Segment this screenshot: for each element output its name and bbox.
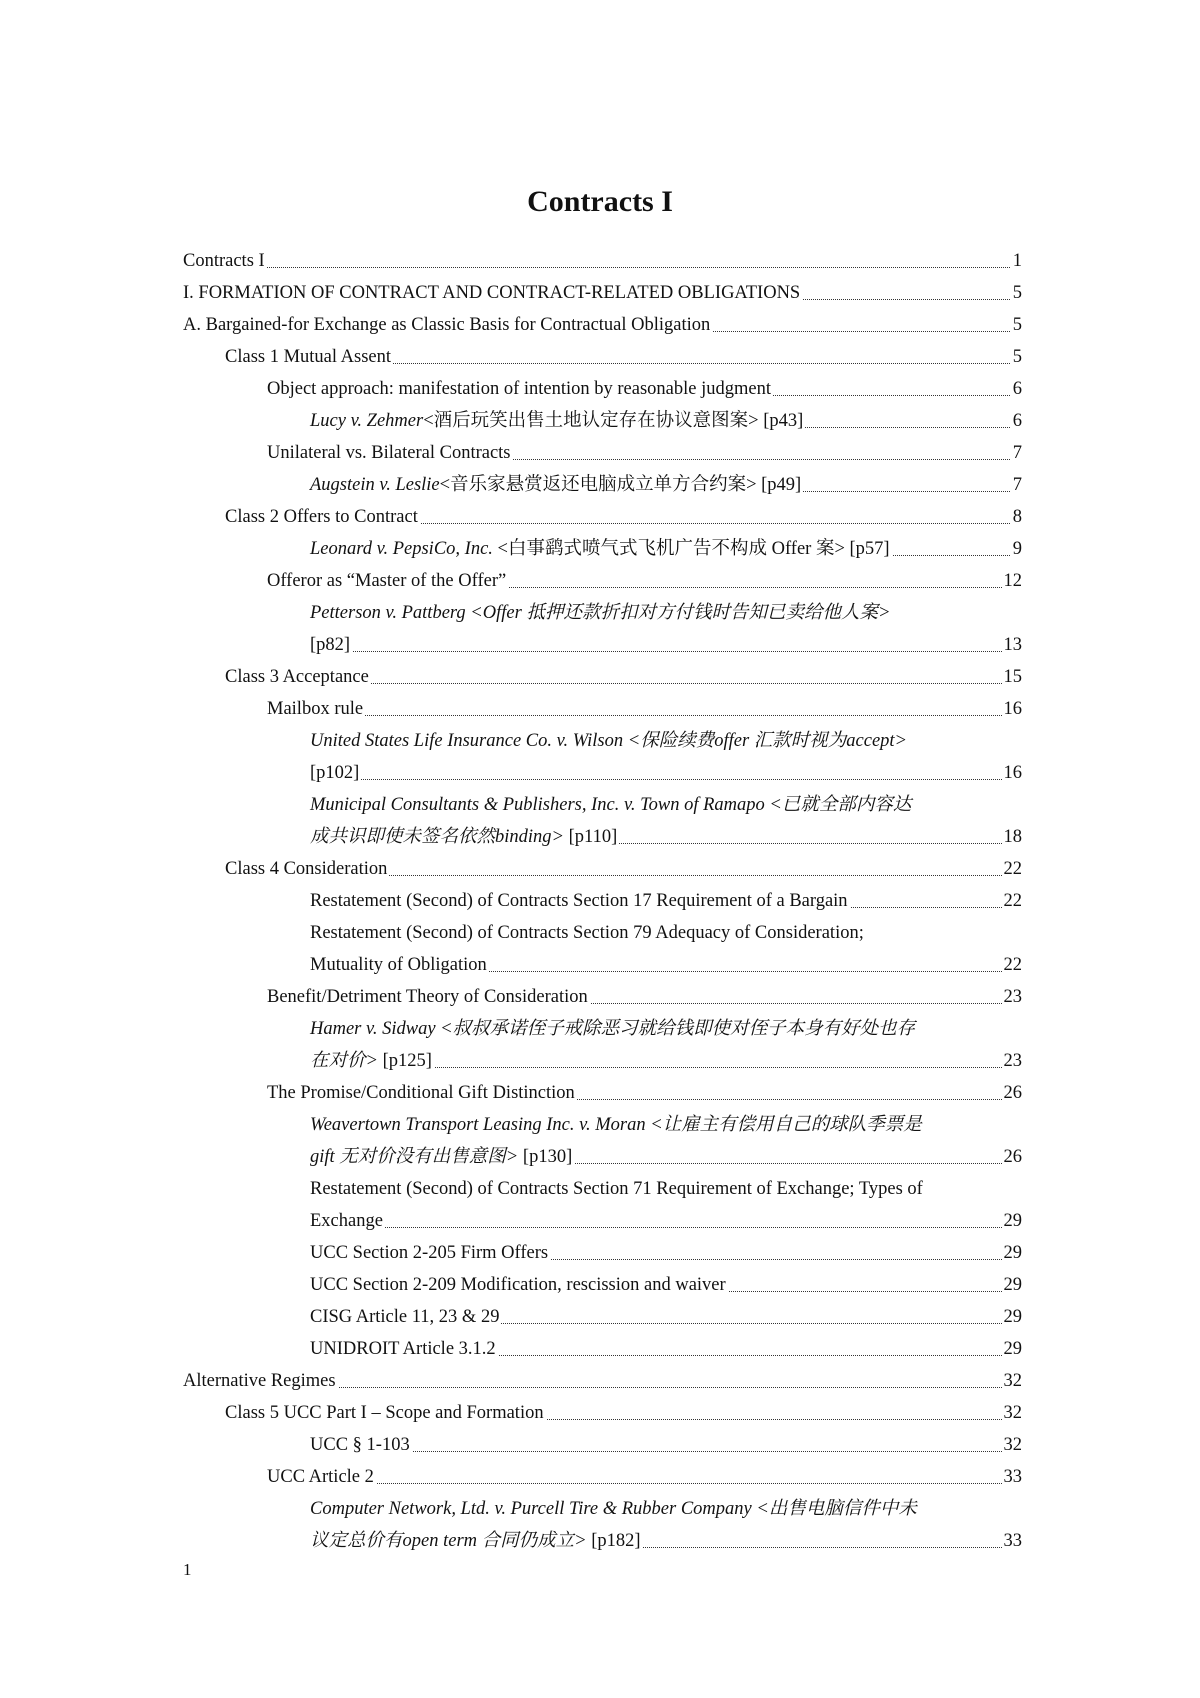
toc-page-number: 5 <box>1011 309 1022 341</box>
toc-entry-label <box>183 251 267 271</box>
toc-entry-label <box>310 1051 434 1071</box>
toc-entry[interactable] <box>183 981 1022 1013</box>
toc-entry-label <box>310 603 890 623</box>
toc-entry-text: [p130] <box>518 1147 573 1167</box>
toc-entry-label <box>310 731 907 751</box>
toc-entry-label <box>310 1307 501 1327</box>
toc-entry-continuation[interactable] <box>183 949 1022 981</box>
toc-entry-text: Mailbox rule <box>267 699 364 719</box>
toc-entry[interactable] <box>183 309 1022 341</box>
toc-page-number: 13 <box>1002 629 1023 661</box>
toc-entry-label <box>183 315 712 335</box>
toc-entry-text: Restatement (Second) of Contracts Section 71 Requirement of Exchange; Types of <box>310 1179 923 1199</box>
toc-entry[interactable] <box>183 885 1022 917</box>
toc-entry-label <box>310 539 892 559</box>
toc-page-number: 16 <box>1002 757 1023 789</box>
toc-page-number: 32 <box>1002 1365 1023 1397</box>
case-name: Municipal Consultants & Publishers, Inc. v. Town of Ramapo <box>310 795 765 815</box>
toc-page-number: 32 <box>1002 1397 1023 1429</box>
toc-page-number: 12 <box>1002 565 1023 597</box>
toc-entry[interactable] <box>183 373 1022 405</box>
toc-entry-label <box>310 1243 550 1263</box>
toc-entry-text: A. Bargained-for Exchange as Classic Basis for Contractual Obligation <box>183 315 711 335</box>
toc-entry-text: <让雇主有偿用自己的球队季票是 <box>645 1115 922 1135</box>
toc-entry-text: Class 4 Consideration <box>225 859 388 879</box>
toc-entry[interactable] <box>183 1365 1022 1397</box>
toc-page-number: 26 <box>1002 1141 1023 1173</box>
case-name: Hamer v. Sidway <box>310 1019 436 1039</box>
toc-page-number: 33 <box>1002 1525 1023 1557</box>
toc-entry-label <box>267 699 365 719</box>
toc-entry-label <box>225 507 420 527</box>
case-name: Lucy v. Zehmer <box>310 411 424 431</box>
toc-entry[interactable] <box>183 1333 1022 1365</box>
case-name: Weavertown Transport Leasing Inc. v. Moran <box>310 1115 646 1135</box>
toc-entry-continuation[interactable] <box>183 629 1022 661</box>
toc-entry[interactable] <box>183 917 1022 949</box>
toc-entry-text: UCC Section 2-209 Modification, rescission and waiver <box>310 1275 726 1295</box>
toc-entry-label <box>310 475 803 495</box>
toc-entry-text: Class 5 UCC Part I – Scope and Formation <box>225 1403 544 1423</box>
toc-entry[interactable] <box>183 661 1022 693</box>
toc-entry-label <box>183 1371 338 1391</box>
toc-entry-continuation[interactable] <box>183 821 1022 853</box>
document-title: Contracts I <box>527 185 673 218</box>
toc-entry[interactable] <box>183 1237 1022 1269</box>
toc-entry-text: [p102] <box>310 763 360 783</box>
toc-entry-label <box>225 667 371 687</box>
toc-page-number: 22 <box>1002 949 1023 981</box>
toc-entry-text: Exchange <box>310 1211 383 1231</box>
toc-page-number: 29 <box>1002 1237 1023 1269</box>
toc-entry[interactable] <box>183 853 1022 885</box>
toc-entry-text: <Offer 抵押还款折扣对方付钱时告知已卖给他人案> <box>465 603 891 623</box>
toc-page-number: 16 <box>1002 693 1023 725</box>
toc-page-number: 15 <box>1002 661 1023 693</box>
toc-entry-label <box>225 1403 546 1423</box>
toc-entry-continuation[interactable] <box>183 757 1022 789</box>
toc-page-number: 26 <box>1002 1077 1023 1109</box>
toc-entry-text: [p125] <box>377 1051 432 1071</box>
toc-page-number: 18 <box>1002 821 1023 853</box>
toc-entry-continuation[interactable] <box>183 1205 1022 1237</box>
page-number: 1 <box>183 1560 192 1579</box>
toc-entry-text: gift 无对价没有出售意图> <box>310 1147 519 1167</box>
toc-page-number: 1 <box>1011 245 1022 277</box>
case-name: Petterson v. Pattberg <box>310 603 466 623</box>
toc-entry-label <box>267 1467 376 1487</box>
toc-entry-text: Contracts I <box>183 251 265 271</box>
toc-entry-label <box>267 987 590 1007</box>
toc-entry-text: Class 2 Offers to Contract <box>225 507 418 527</box>
toc-page-number: 29 <box>1002 1333 1023 1365</box>
toc-entry-text: [p182] <box>586 1531 641 1551</box>
toc-entry-text: CISG Article 11, 23 & 29 <box>310 1307 500 1327</box>
toc-entry-text: Object approach: manifestation of intention by reasonable judgment <box>267 379 771 399</box>
toc-entry-text: <已就全部内容达 <box>764 795 912 815</box>
toc-entry[interactable] <box>183 597 1022 629</box>
toc-entry[interactable] <box>183 1493 1022 1525</box>
toc-page-number: 29 <box>1002 1205 1023 1237</box>
toc-entry-label <box>310 827 619 847</box>
toc-entry-text: <音乐家悬赏返还电脑成立单方合约案> [p49] <box>439 475 802 495</box>
toc-entry-label <box>310 635 352 655</box>
toc-entry-label <box>310 1339 498 1359</box>
case-name: Computer Network, Ltd. v. Purcell Tire & Rubber Company <box>310 1499 752 1519</box>
toc-entry-text: <酒后玩笑出售土地认定存在协议意图案> [p43] <box>423 411 804 431</box>
toc-entry-continuation[interactable] <box>183 1141 1022 1173</box>
toc-entry-text: Offeror as “Master of the Offer” <box>267 571 507 591</box>
toc-page-number: 6 <box>1011 373 1022 405</box>
case-name: Leonard v. PepsiCo, Inc. <box>310 539 493 559</box>
toc-entry-text: Restatement (Second) of Contracts Section 79 Adequacy of Consideration; <box>310 923 864 943</box>
toc-page-number: 29 <box>1002 1269 1023 1301</box>
toc-entry-label <box>310 411 805 431</box>
toc-page-number: 5 <box>1011 341 1022 373</box>
toc-entry-label <box>267 443 513 463</box>
toc-entry-label <box>310 795 911 815</box>
toc-page-number: 33 <box>1002 1461 1023 1493</box>
toc-entry-label <box>310 1211 385 1231</box>
toc-entry[interactable] <box>183 277 1022 309</box>
toc-entry[interactable] <box>183 1429 1022 1461</box>
toc-entry-text: Restatement (Second) of Contracts Section 17 Requirement of a Bargain <box>310 891 848 911</box>
toc-entry[interactable] <box>183 565 1022 597</box>
toc-entry-text: <出售电脑信件中未 <box>751 1499 917 1519</box>
toc-entry-text: 成共识即使未签名依然binding> <box>310 827 565 847</box>
toc-page-number: 5 <box>1011 277 1022 309</box>
toc-entry-label <box>310 955 489 975</box>
toc-entry-text: UCC Article 2 <box>267 1467 374 1487</box>
toc-page-number: 29 <box>1002 1301 1023 1333</box>
case-name: Augstein v. Leslie <box>310 475 440 495</box>
toc-entry[interactable] <box>183 245 1022 277</box>
toc-entry-label <box>310 1275 728 1295</box>
toc-entry-text: Unilateral vs. Bilateral Contracts <box>267 443 511 463</box>
toc-page-number: 32 <box>1002 1429 1023 1461</box>
toc-entry[interactable] <box>183 1397 1022 1429</box>
toc-entry-text: 议定总价有open term 合同仍成立> <box>310 1531 587 1551</box>
toc-entry-label <box>225 347 393 367</box>
table-of-contents <box>183 245 1022 1557</box>
toc-entry-text: Class 3 Acceptance <box>225 667 369 687</box>
toc-entry[interactable] <box>183 341 1022 373</box>
toc-entry[interactable] <box>183 1173 1022 1205</box>
toc-page-number: 22 <box>1002 853 1023 885</box>
toc-entry-text: UCC Section 2-205 Firm Offers <box>310 1243 549 1263</box>
toc-entry-text: <叔叔承诺侄子戒除恶习就给钱即使对侄子本身有好处也存 <box>435 1019 916 1039</box>
toc-entry-text: Class 1 Mutual Assent <box>225 347 391 367</box>
toc-entry-label <box>310 1179 923 1199</box>
toc-entry-label <box>310 1019 915 1039</box>
toc-page-number: 6 <box>1011 405 1022 437</box>
toc-entry-text: 在对价> <box>310 1051 378 1071</box>
toc-entry-label <box>310 1531 643 1551</box>
toc-entry-text: <保险续费offer 汇款时视为accept> <box>623 731 908 751</box>
toc-entry-text: UNIDROIT Article 3.1.2 <box>310 1339 496 1359</box>
toc-page-number: 23 <box>1002 1045 1023 1077</box>
toc-entry-label <box>310 1147 574 1167</box>
toc-entry-label <box>310 1115 922 1135</box>
toc-entry-text: I. FORMATION OF CONTRACT AND CONTRACT-RELATED OBLIGATIONS <box>183 283 801 303</box>
toc-page-number: 8 <box>1011 501 1022 533</box>
toc-entry[interactable] <box>183 469 1022 501</box>
toc-entry[interactable] <box>183 533 1022 565</box>
toc-entry[interactable] <box>183 437 1022 469</box>
toc-entry[interactable] <box>183 1077 1022 1109</box>
toc-entry[interactable] <box>183 725 1022 757</box>
toc-entry-label <box>310 1499 917 1519</box>
toc-entry[interactable] <box>183 501 1022 533</box>
toc-entry-text: Mutuality of Obligation <box>310 955 487 975</box>
toc-page-number: 7 <box>1011 469 1022 501</box>
toc-entry-text: Benefit/Detriment Theory of Consideration <box>267 987 588 1007</box>
toc-entry-text: Alternative Regimes <box>183 1371 336 1391</box>
toc-entry-label <box>225 859 389 879</box>
toc-page-number: 22 <box>1002 885 1023 917</box>
toc-entry[interactable] <box>183 405 1022 437</box>
toc-page-number: 23 <box>1002 981 1023 1013</box>
toc-entry-text: <白事鹞式喷气式飞机广告不构成 Offer 案> [p57] <box>492 539 890 559</box>
toc-entry-text: [p82] <box>310 635 351 655</box>
toc-entry[interactable] <box>183 1269 1022 1301</box>
toc-entry[interactable] <box>183 789 1022 821</box>
toc-entry[interactable] <box>183 1301 1022 1333</box>
toc-entry-label <box>310 891 850 911</box>
toc-entry-label <box>183 283 802 303</box>
toc-entry[interactable] <box>183 1109 1022 1141</box>
case-name: United States Life Insurance Co. v. Wilson <box>310 731 624 751</box>
toc-entry[interactable] <box>183 1013 1022 1045</box>
toc-page-number: 9 <box>1011 533 1022 565</box>
toc-entry-label <box>310 923 864 943</box>
toc-entry-text: The Promise/Conditional Gift Distinction <box>267 1083 575 1103</box>
toc-entry-continuation[interactable] <box>183 1525 1022 1557</box>
toc-page-number: 7 <box>1011 437 1022 469</box>
toc-entry-continuation[interactable] <box>183 1045 1022 1077</box>
toc-entry-text: UCC § 1-103 <box>310 1435 410 1455</box>
toc-entry-label <box>310 1435 412 1455</box>
toc-entry-label <box>267 571 508 591</box>
toc-entry-label <box>267 1083 577 1103</box>
toc-entry-label <box>267 379 773 399</box>
toc-entry[interactable] <box>183 1461 1022 1493</box>
toc-entry-text: [p110] <box>564 827 618 847</box>
toc-entry-label <box>310 763 361 783</box>
toc-entry[interactable] <box>183 693 1022 725</box>
